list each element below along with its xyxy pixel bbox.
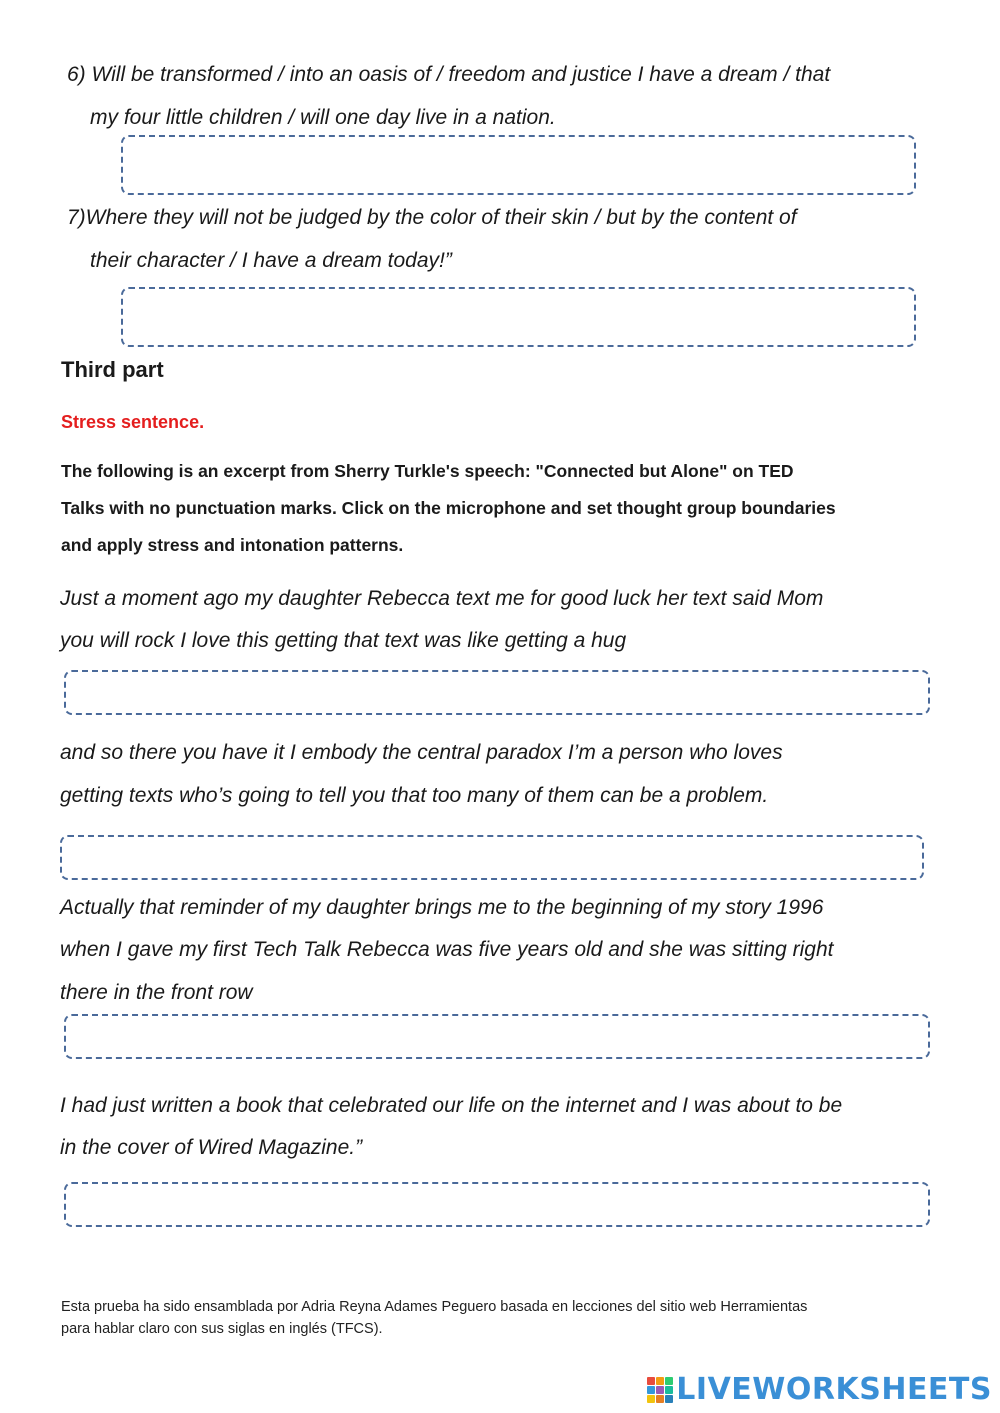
answer-box-question-7[interactable] — [121, 287, 916, 347]
answer-box-question-6[interactable] — [121, 135, 916, 195]
passage-1-line-1: Just a moment ago my daughter Rebecca text me for good luck her text said Mom — [60, 587, 824, 610]
passage-4-line-1: I had just written a book that celebrated our life on the internet and I was about to be — [60, 1094, 843, 1117]
passage-2-line-2: getting texts who’s going to tell you that too many of them can be a problem. — [60, 784, 769, 807]
answer-box-passage-1[interactable] — [64, 670, 930, 715]
passage-2-line-1: and so there you have it I embody the central paradox I’m a person who loves — [60, 741, 783, 764]
instruction-line-1: The following is an excerpt from Sherry Turkle's speech: "Connected but Alone" on TED — [61, 461, 794, 481]
passage-4-line-2: in the cover of Wired Magazine.” — [60, 1136, 363, 1159]
passage-3-line-1: Actually that reminder of my daughter brings me to the beginning of my story 1996 — [60, 896, 824, 919]
liveworksheets-logo[interactable] — [647, 1372, 992, 1407]
logo-square — [665, 1395, 673, 1403]
footer-line-2: para hablar claro con sus siglas en inglés (TFCS). — [61, 1321, 383, 1337]
question-7-line-2: their character / I have a dream today!” — [90, 249, 452, 272]
logo-square — [656, 1386, 664, 1394]
section-subheading: Stress sentence. — [61, 412, 205, 432]
answer-box-passage-2[interactable] — [60, 835, 924, 880]
question-6-line-2: my four little children / will one day live in a nation. — [90, 106, 556, 129]
logo-text: LIVEWORKSHEETS — [676, 1372, 992, 1407]
section-heading: Third part — [61, 357, 164, 382]
logo-square — [656, 1377, 664, 1385]
answer-box-passage-4[interactable] — [64, 1182, 930, 1227]
question-6-line-1: 6) Will be transformed / into an oasis of / freedom and justice I have a dream / that — [67, 63, 831, 86]
question-7-line-1: 7)Where they will not be judged by the color of their skin / but by the content of — [67, 206, 797, 229]
logo-square — [647, 1377, 655, 1385]
logo-square — [665, 1386, 673, 1394]
logo-square — [665, 1377, 673, 1385]
footer-line-1: Esta prueba ha sido ensamblada por Adria Reyna Adames Peguero basada en lecciones del sitio web Herramientas — [61, 1299, 808, 1315]
instruction-line-3: and apply stress and intonation patterns. — [61, 535, 404, 555]
logo-square — [656, 1395, 664, 1403]
logo-square — [647, 1386, 655, 1394]
instruction-line-2: Talks with no punctuation marks. Click on the microphone and set thought group boundaries — [61, 498, 836, 518]
logo-square — [647, 1395, 655, 1403]
passage-3-line-3: there in the front row — [60, 981, 253, 1004]
logo-mark-icon — [647, 1377, 673, 1403]
passage-3-line-2: when I gave my first Tech Talk Rebecca was five years old and she was sitting right — [60, 938, 834, 961]
passage-1-line-2: you will rock I love this getting that text was like getting a hug — [60, 629, 627, 652]
answer-box-passage-3[interactable] — [64, 1014, 930, 1059]
